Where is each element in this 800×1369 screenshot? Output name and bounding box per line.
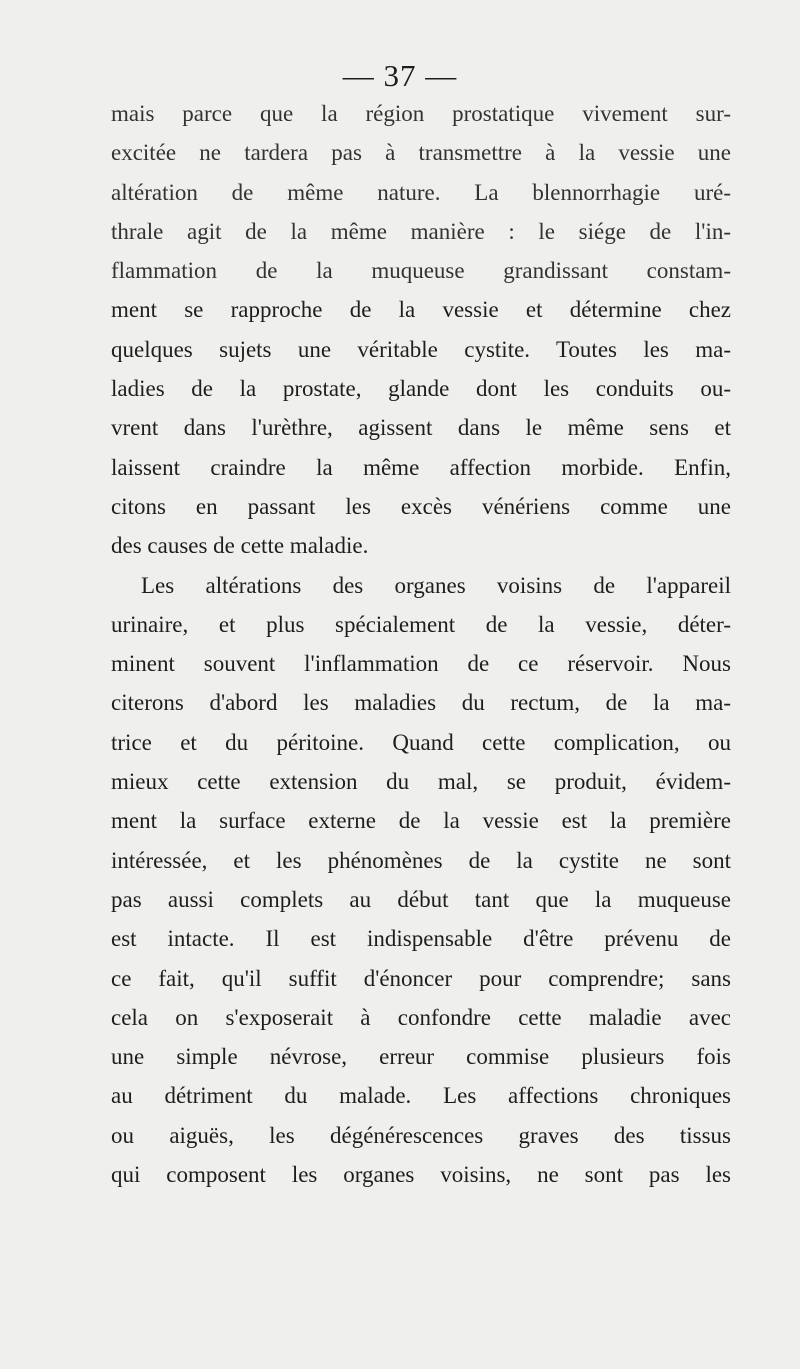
text-line: ment se rapproche de la vessie et détermine chez bbox=[111, 297, 731, 323]
text-line: minent souvent l'inflammation de ce réservoir. Nous bbox=[111, 651, 731, 677]
text-line: Les altérations des organes voisins de l'appareil bbox=[141, 572, 731, 598]
text-line: pas aussi complets au début tant que la muqueuse bbox=[111, 886, 731, 912]
text-line: cela on s'exposerait à confondre cette maladie avec bbox=[111, 1004, 731, 1030]
text-line: trice et du péritoine. Quand cette complication, ou bbox=[111, 729, 731, 755]
text-line: est intacte. Il est indispensable d'être prévenu de bbox=[111, 926, 731, 952]
text-line: vrent dans l'urèthre, agissent dans le même sens et bbox=[111, 415, 731, 441]
text-line: quelques sujets une véritable cystite. Toutes les ma- bbox=[111, 336, 731, 362]
body-text bbox=[111, 94, 731, 1194]
text-line: mieux cette extension du mal, se produit, évidem- bbox=[111, 769, 731, 795]
text-line: citons en passant les excès vénériens comme une bbox=[111, 493, 731, 519]
text-line: ou aiguës, les dégénérescences graves des tissus bbox=[111, 1122, 731, 1148]
text-line: citerons d'abord les maladies du rectum, de la ma- bbox=[111, 690, 731, 716]
text-line: intéressée, et les phénomènes de la cystite ne sont bbox=[111, 847, 731, 873]
text-line: une simple névrose, erreur commise plusieurs fois bbox=[111, 1044, 731, 1070]
text-line: urinaire, et plus spécialement de la vessie, déter- bbox=[111, 611, 731, 637]
text-line: thrale agit de la même manière : le siége de l'in- bbox=[111, 218, 731, 244]
text-line: laissent craindre la même affection morbide. Enfin, bbox=[111, 454, 731, 480]
text-line: flammation de la muqueuse grandissant constam- bbox=[111, 258, 731, 284]
text-line: au détriment du malade. Les affections chroniques bbox=[111, 1083, 731, 1109]
text-line: ce fait, qu'il suffit d'énoncer pour comprendre; sans bbox=[111, 965, 731, 991]
text-line: excitée ne tardera pas à transmettre à la vessie une bbox=[111, 140, 731, 166]
text-line: qui composent les organes voisins, ne sont pas les bbox=[111, 1162, 731, 1188]
text-line: ment la surface externe de la vessie est la première bbox=[111, 808, 731, 834]
text-line: des causes de cette maladie. bbox=[111, 533, 369, 559]
text-line: ladies de la prostate, glande dont les conduits ou- bbox=[111, 376, 731, 402]
text-line: altération de même nature. La blennorrhagie uré- bbox=[111, 179, 731, 205]
text-line: mais parce que la région prostatique vivement sur- bbox=[111, 101, 731, 126]
page-number: — 37 — bbox=[342, 58, 458, 93]
